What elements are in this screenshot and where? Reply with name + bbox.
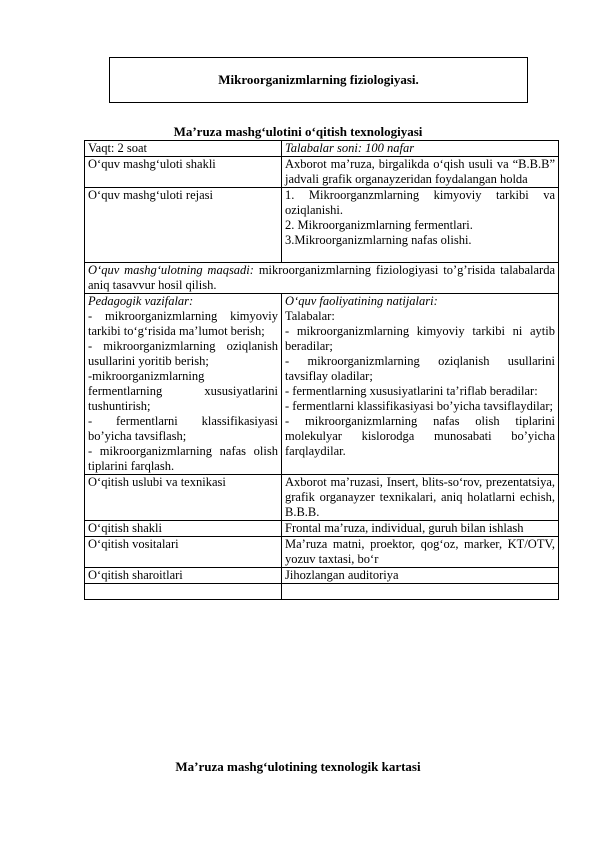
task-item: -mikroorganizmlarning fermentlarning xususiyatlarini tushuntirish; [88,369,278,413]
task-item: - mikroorganizmlarning kimyoviy tarkibi to‘g‘risida ma’lumot berish; [88,309,278,338]
title-box [109,57,528,103]
result-item: - mikroorganizmlarning kimyoviy tarkibi ni aytib beradilar; [285,324,555,353]
shape-value: Frontal ma’ruza, individual, guruh bilan ishlash [282,521,559,537]
empty-cell [282,584,559,600]
tasks-label: Pedagogik vazifalar: [88,294,194,308]
result-item: - fermentlarning xususiyatlarini ta’riflab beradilar: [285,384,538,398]
results-cell [282,294,559,475]
table-row [85,537,559,568]
task-item: - mikroorganizmlarning nafas olish tiplarini farqlash. [88,444,278,473]
plan-item: 1. Mikroorganzmlarning kimyoviy tarkibi va oziqlanishi. [285,188,555,217]
method-value: Axborot ma’ruzasi, Insert, blits-so‘rov, prezentatsiya, grafik organayzer texnikalari, aniq holatlarni echish, B.B.B. [282,475,559,521]
conditions-label: O‘qitish sharoitlari [85,568,282,584]
table-row [85,521,559,537]
shape-label: O‘qitish shakli [85,521,282,537]
table-row [85,141,559,157]
table-row [85,263,559,294]
result-item: - mikroorganizmlarning oziqlanish usullarini tavsiflay oladilar; [285,354,555,383]
result-item: - mikroorganizmlarning nafas olish tiplarini molekulyar kislorodga munosabati bo’yicha farqlaydilar. [285,414,555,458]
document-title: Mikroorganizmlarning fiziologiyasi. [218,72,419,87]
table-row [85,157,559,188]
table-row [85,294,559,475]
task-item: - fermentlarni klassifikasiyasi bo’yicha tavsiflash; [88,414,278,443]
students-cell: Talabalar soni: 100 nafar [282,141,559,157]
tasks-cell [85,294,282,475]
lesson-technology-table [84,140,559,600]
plan-item: 3.Mikroorganizmlarning nafas olishi. [285,233,472,247]
time-cell: Vaqt: 2 soat [85,141,282,157]
goal-text: mikroorganizmlarning fiziologiyasi to’g’risida talabalarda aniq tasavvur hosil qilish. [88,263,555,292]
task-item: - mikroorganizmlarning oziqlanish usullarini yoritib berish; [88,339,278,368]
table-row [85,475,559,521]
form-value: Axborot ma’ruza, birgalikda o‘qish usuli va “B.B.B” jadvali grafik organayzeridan foydalangan holda [282,157,559,188]
conditions-value: Jihozlangan auditoriya [282,568,559,584]
goal-label: O‘quv mashg‘ulotning maqsadi: [88,263,254,277]
results-label: O‘quv faoliyatining natijalari: [285,294,438,308]
table-subtitle: Ma’ruza mashg‘ulotini o‘qitish texnologiyasi [173,124,423,139]
table-row [85,584,559,600]
goal-cell [85,263,559,294]
tools-label: O‘qitish vositalari [85,537,282,568]
results-intro: Talabalar: [285,309,335,323]
section-heading: Ma’ruza mashg‘ulotining texnologik kartasi [175,759,421,774]
table-row [85,188,559,263]
method-label: O‘qitish uslubi va texnikasi [85,475,282,521]
result-item: - fermentlarni klassifikasiyasi bo’yicha tavsiflaydilar; [285,399,553,413]
plan-item: 2. Mikroorganizmlarning fermentlari. [285,218,473,232]
empty-cell [85,584,282,600]
plan-label: O‘quv mashg‘uloti rejasi [85,188,282,263]
table-row [85,568,559,584]
tools-value: Ma’ruza matni, proektor, qog‘oz, marker, KT/OTV, yozuv taxtasi, bo‘r [282,537,559,568]
plan-value [282,188,559,263]
form-label: O‘quv mashg‘uloti shakli [85,157,282,188]
